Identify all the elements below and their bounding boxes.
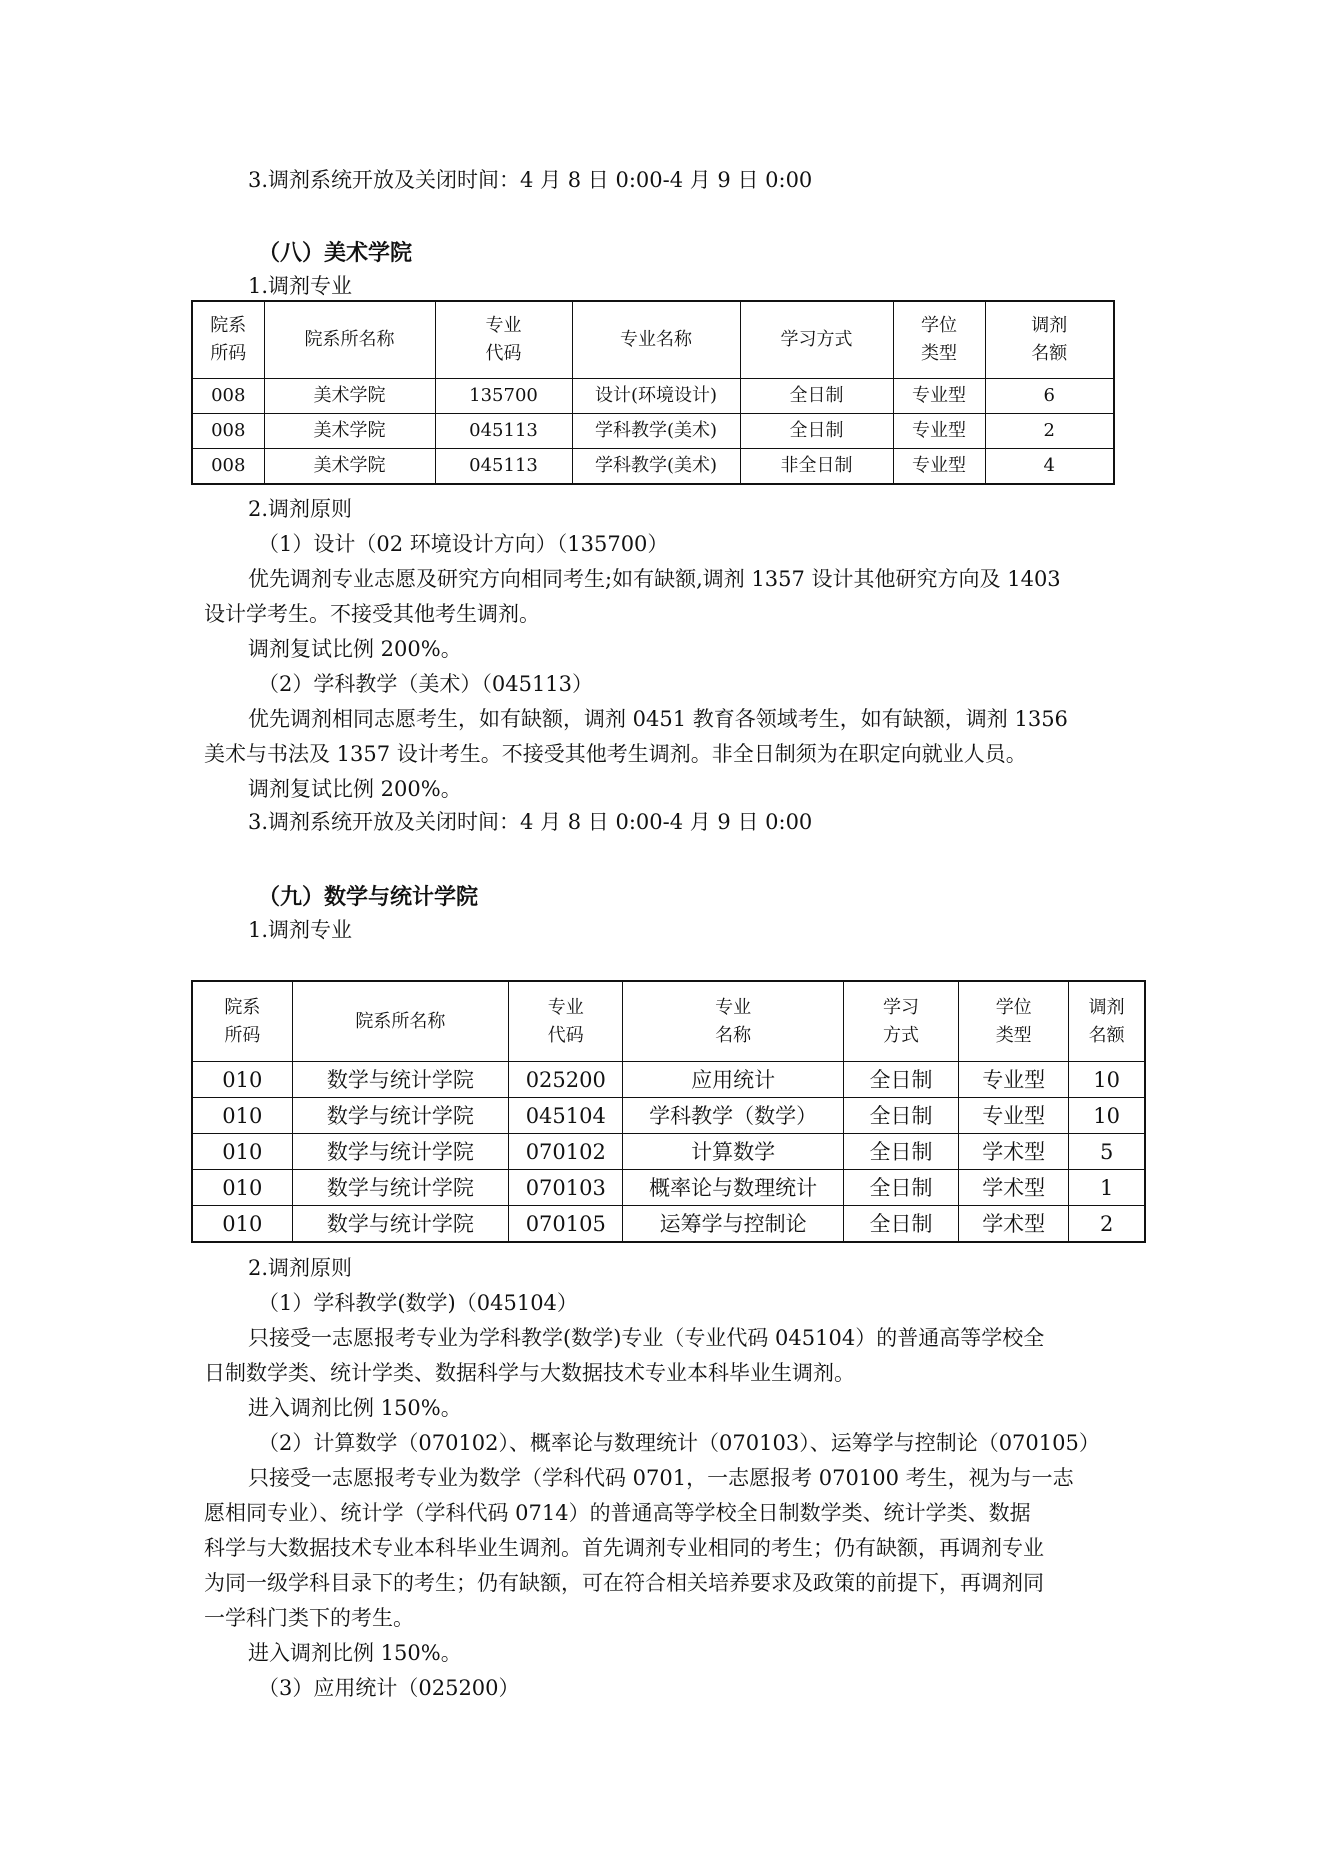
table-header-cell — [192, 981, 292, 1062]
section9-p2-text-cont: 一学科门类下的考生。 — [204, 1606, 414, 1630]
header-text: 类型 — [921, 343, 957, 364]
table-cell: 070103 — [509, 1170, 623, 1206]
table-header-row — [192, 981, 1145, 1062]
header-text: 所码 — [224, 1024, 261, 1046]
table-row — [192, 1206, 1145, 1243]
table-cell: 全日制 — [843, 1170, 958, 1206]
section8-p2-title: （2）学科教学（美术）（045113） — [258, 672, 594, 696]
table-header-cell — [192, 301, 264, 379]
table-cell: 专业型 — [959, 1062, 1069, 1098]
table-cell: 专业型 — [893, 449, 985, 485]
table-cell: 008 — [192, 414, 264, 449]
table-cell: 应用统计 — [623, 1062, 843, 1098]
table-cell: 2 — [985, 414, 1114, 449]
table-row — [192, 414, 1114, 449]
header-text: 院系所名称 — [355, 1010, 446, 1032]
header-text: 名额 — [1088, 1024, 1125, 1046]
header-text: 代码 — [485, 343, 522, 364]
table-cell: 美术学院 — [264, 379, 435, 414]
table-header-cell — [843, 981, 958, 1062]
table-row — [192, 449, 1114, 485]
table-cell: 010 — [192, 1098, 292, 1134]
table-cell: 5 — [1069, 1134, 1145, 1170]
section9-p2-ratio: 进入调剂比例 150%。 — [248, 1641, 462, 1665]
table-header-cell — [740, 301, 893, 379]
table-cell: 学术型 — [959, 1206, 1069, 1243]
table-cell: 数学与统计学院 — [292, 1134, 508, 1170]
header-text: 代码 — [547, 1024, 584, 1046]
table-row — [192, 1170, 1145, 1206]
header-text: 学习方式 — [780, 329, 853, 350]
section8-sub1: 1.调剂专业 — [248, 274, 353, 298]
section9-p1-text-cont: 日制数学类、统计学类、数据科学与大数据技术专业本科毕业生调剂。 — [204, 1361, 855, 1385]
section9-title: （九）数学与统计学院 — [258, 885, 479, 910]
header-text: 学位 — [995, 996, 1032, 1018]
table-header-cell — [292, 981, 508, 1062]
table-cell: 专业型 — [893, 379, 985, 414]
section8-p2-text-cont: 美术与书法及 1357 设计考生。不接受其他考生调剂。非全日制须为在职定向就业人员。 — [204, 742, 1027, 766]
table-cell: 数学与统计学院 — [292, 1170, 508, 1206]
table-cell: 045104 — [509, 1098, 623, 1134]
table-cell: 070105 — [509, 1206, 623, 1243]
section9-p2-text-cont: 为同一级学科目录下的考生；仍有缺额，可在符合相关培养要求及政策的前提下，再调剂同 — [204, 1571, 1044, 1595]
section9-p2-text-cont: 科学与大数据技术专业本科毕业生调剂。首先调剂专业相同的考生；仍有缺额，再调剂专业 — [204, 1536, 1044, 1560]
section9-p2-text: 只接受一志愿报考专业为数学（学科代码 0701，一志愿报考 070100 考生，视为与一志 — [248, 1466, 1074, 1490]
table-cell: 专业型 — [893, 414, 985, 449]
table-cell: 045113 — [435, 449, 572, 485]
section9-p1-ratio: 进入调剂比例 150%。 — [248, 1396, 462, 1420]
table-row — [192, 1062, 1145, 1098]
section8-p2-ratio: 调剂复试比例 200%。 — [248, 777, 462, 801]
table-cell: 135700 — [435, 379, 572, 414]
header-text: 学习 — [882, 996, 919, 1018]
header-text: 院系 — [210, 315, 247, 336]
table-cell: 4 — [985, 449, 1114, 485]
table-cell: 10 — [1069, 1098, 1145, 1134]
table-cell: 概率论与数理统计 — [623, 1170, 843, 1206]
header-text: 专业 — [485, 315, 522, 336]
section8-p1-ratio: 调剂复试比例 200%。 — [248, 637, 462, 661]
section9-table — [191, 980, 1146, 1243]
table-cell: 008 — [192, 449, 264, 485]
header-text: 名额 — [1031, 343, 1068, 364]
table-cell: 非全日制 — [740, 449, 893, 485]
table-cell: 全日制 — [843, 1134, 958, 1170]
table-cell: 数学与统计学院 — [292, 1062, 508, 1098]
table-cell: 070102 — [509, 1134, 623, 1170]
section9-p2-title: （2）计算数学（070102）、概率论与数理统计（070103）、运筹学与控制论（070105） — [258, 1431, 1100, 1455]
table-cell: 全日制 — [843, 1206, 958, 1243]
table-cell: 2 — [1069, 1206, 1145, 1243]
table-cell: 学科教学（数学） — [623, 1098, 843, 1134]
table-cell: 美术学院 — [264, 414, 435, 449]
table-cell: 010 — [192, 1206, 292, 1243]
header-text: 专业 — [547, 996, 584, 1018]
table-cell: 学术型 — [959, 1170, 1069, 1206]
table-cell: 010 — [192, 1134, 292, 1170]
section8-sub2: 2.调剂原则 — [248, 497, 353, 521]
section8-p1-text-cont: 设计学考生。不接受其他考生调剂。 — [204, 602, 540, 626]
section9-sub1: 1.调剂专业 — [248, 918, 353, 942]
header-text: 学位 — [921, 315, 957, 336]
section8-sub3: 3.调剂系统开放及关闭时间：4 月 8 日 0:00-4 月 9 日 0:00 — [248, 810, 813, 834]
table-header-cell — [623, 981, 843, 1062]
header-text: 调剂 — [1088, 996, 1125, 1018]
header-text: 所码 — [210, 343, 247, 364]
section9-p2-text-cont: 愿相同专业）、统计学（学科代码 0714）的普通高等学校全日制数学类、统计学类、数据 — [204, 1501, 1031, 1525]
table-cell: 010 — [192, 1170, 292, 1206]
header-text: 院系 — [224, 996, 261, 1018]
section8-table — [191, 300, 1115, 485]
table-header-cell — [893, 301, 985, 379]
table-cell: 全日制 — [843, 1098, 958, 1134]
table-cell: 全日制 — [740, 379, 893, 414]
table-row — [192, 1134, 1145, 1170]
table-cell: 学术型 — [959, 1134, 1069, 1170]
header-text: 专业名称 — [620, 329, 692, 350]
table-header-cell — [959, 981, 1069, 1062]
table-cell: 008 — [192, 379, 264, 414]
section8-p1-text: 优先调剂专业志愿及研究方向相同考生;如有缺额,调剂 1357 设计其他研究方向及 1403 — [248, 567, 1061, 591]
table-cell: 全日制 — [843, 1062, 958, 1098]
table-cell: 美术学院 — [264, 449, 435, 485]
table-header-row — [192, 301, 1114, 379]
table-cell: 045113 — [435, 414, 572, 449]
table-cell: 6 — [985, 379, 1114, 414]
table-cell: 运筹学与控制论 — [623, 1206, 843, 1243]
table-cell: 10 — [1069, 1062, 1145, 1098]
section9-p1-text: 只接受一志愿报考专业为学科教学(数学)专业（专业代码 045104）的普通高等学校全 — [248, 1326, 1045, 1350]
table-header-cell — [264, 301, 435, 379]
header-text: 方式 — [882, 1024, 919, 1046]
table-cell: 1 — [1069, 1170, 1145, 1206]
section9-p3-title: （3）应用统计（025200） — [258, 1676, 520, 1700]
section8-p1-title: （1）设计（02 环境设计方向）（135700） — [258, 532, 669, 556]
section9-sub2: 2.调剂原则 — [248, 1256, 353, 1280]
table-header-cell — [985, 301, 1114, 379]
opening-time-line: 3.调剂系统开放及关闭时间：4 月 8 日 0:00-4 月 9 日 0:00 — [248, 168, 813, 192]
table-cell: 010 — [192, 1062, 292, 1098]
table-cell: 025200 — [509, 1062, 623, 1098]
header-text: 院系所名称 — [304, 329, 395, 350]
table-row — [192, 379, 1114, 414]
table-header-cell — [1069, 981, 1145, 1062]
section8-p2-text: 优先调剂相同志愿考生，如有缺额，调剂 0451 教育各领域考生，如有缺额，调剂 1356 — [248, 707, 1068, 731]
table-cell: 全日制 — [740, 414, 893, 449]
header-text: 类型 — [995, 1024, 1032, 1046]
table-header-cell — [572, 301, 740, 379]
header-text: 名称 — [715, 1024, 752, 1046]
table-cell: 学科教学(美术) — [572, 449, 740, 485]
table-cell: 设计(环境设计) — [572, 379, 740, 414]
header-text: 专业 — [715, 996, 752, 1018]
table-cell: 学科教学(美术) — [572, 414, 740, 449]
table-row — [192, 1098, 1145, 1134]
table-header-cell — [435, 301, 572, 379]
table-header-cell — [509, 981, 623, 1062]
table-cell: 专业型 — [959, 1098, 1069, 1134]
table-cell: 计算数学 — [623, 1134, 843, 1170]
table-cell: 数学与统计学院 — [292, 1206, 508, 1243]
section8-title: （八）美术学院 — [258, 241, 413, 266]
section9-p1-title: （1）学科教学(数学)（045104） — [258, 1291, 578, 1315]
table-cell: 数学与统计学院 — [292, 1098, 508, 1134]
header-text: 调剂 — [1031, 315, 1068, 336]
